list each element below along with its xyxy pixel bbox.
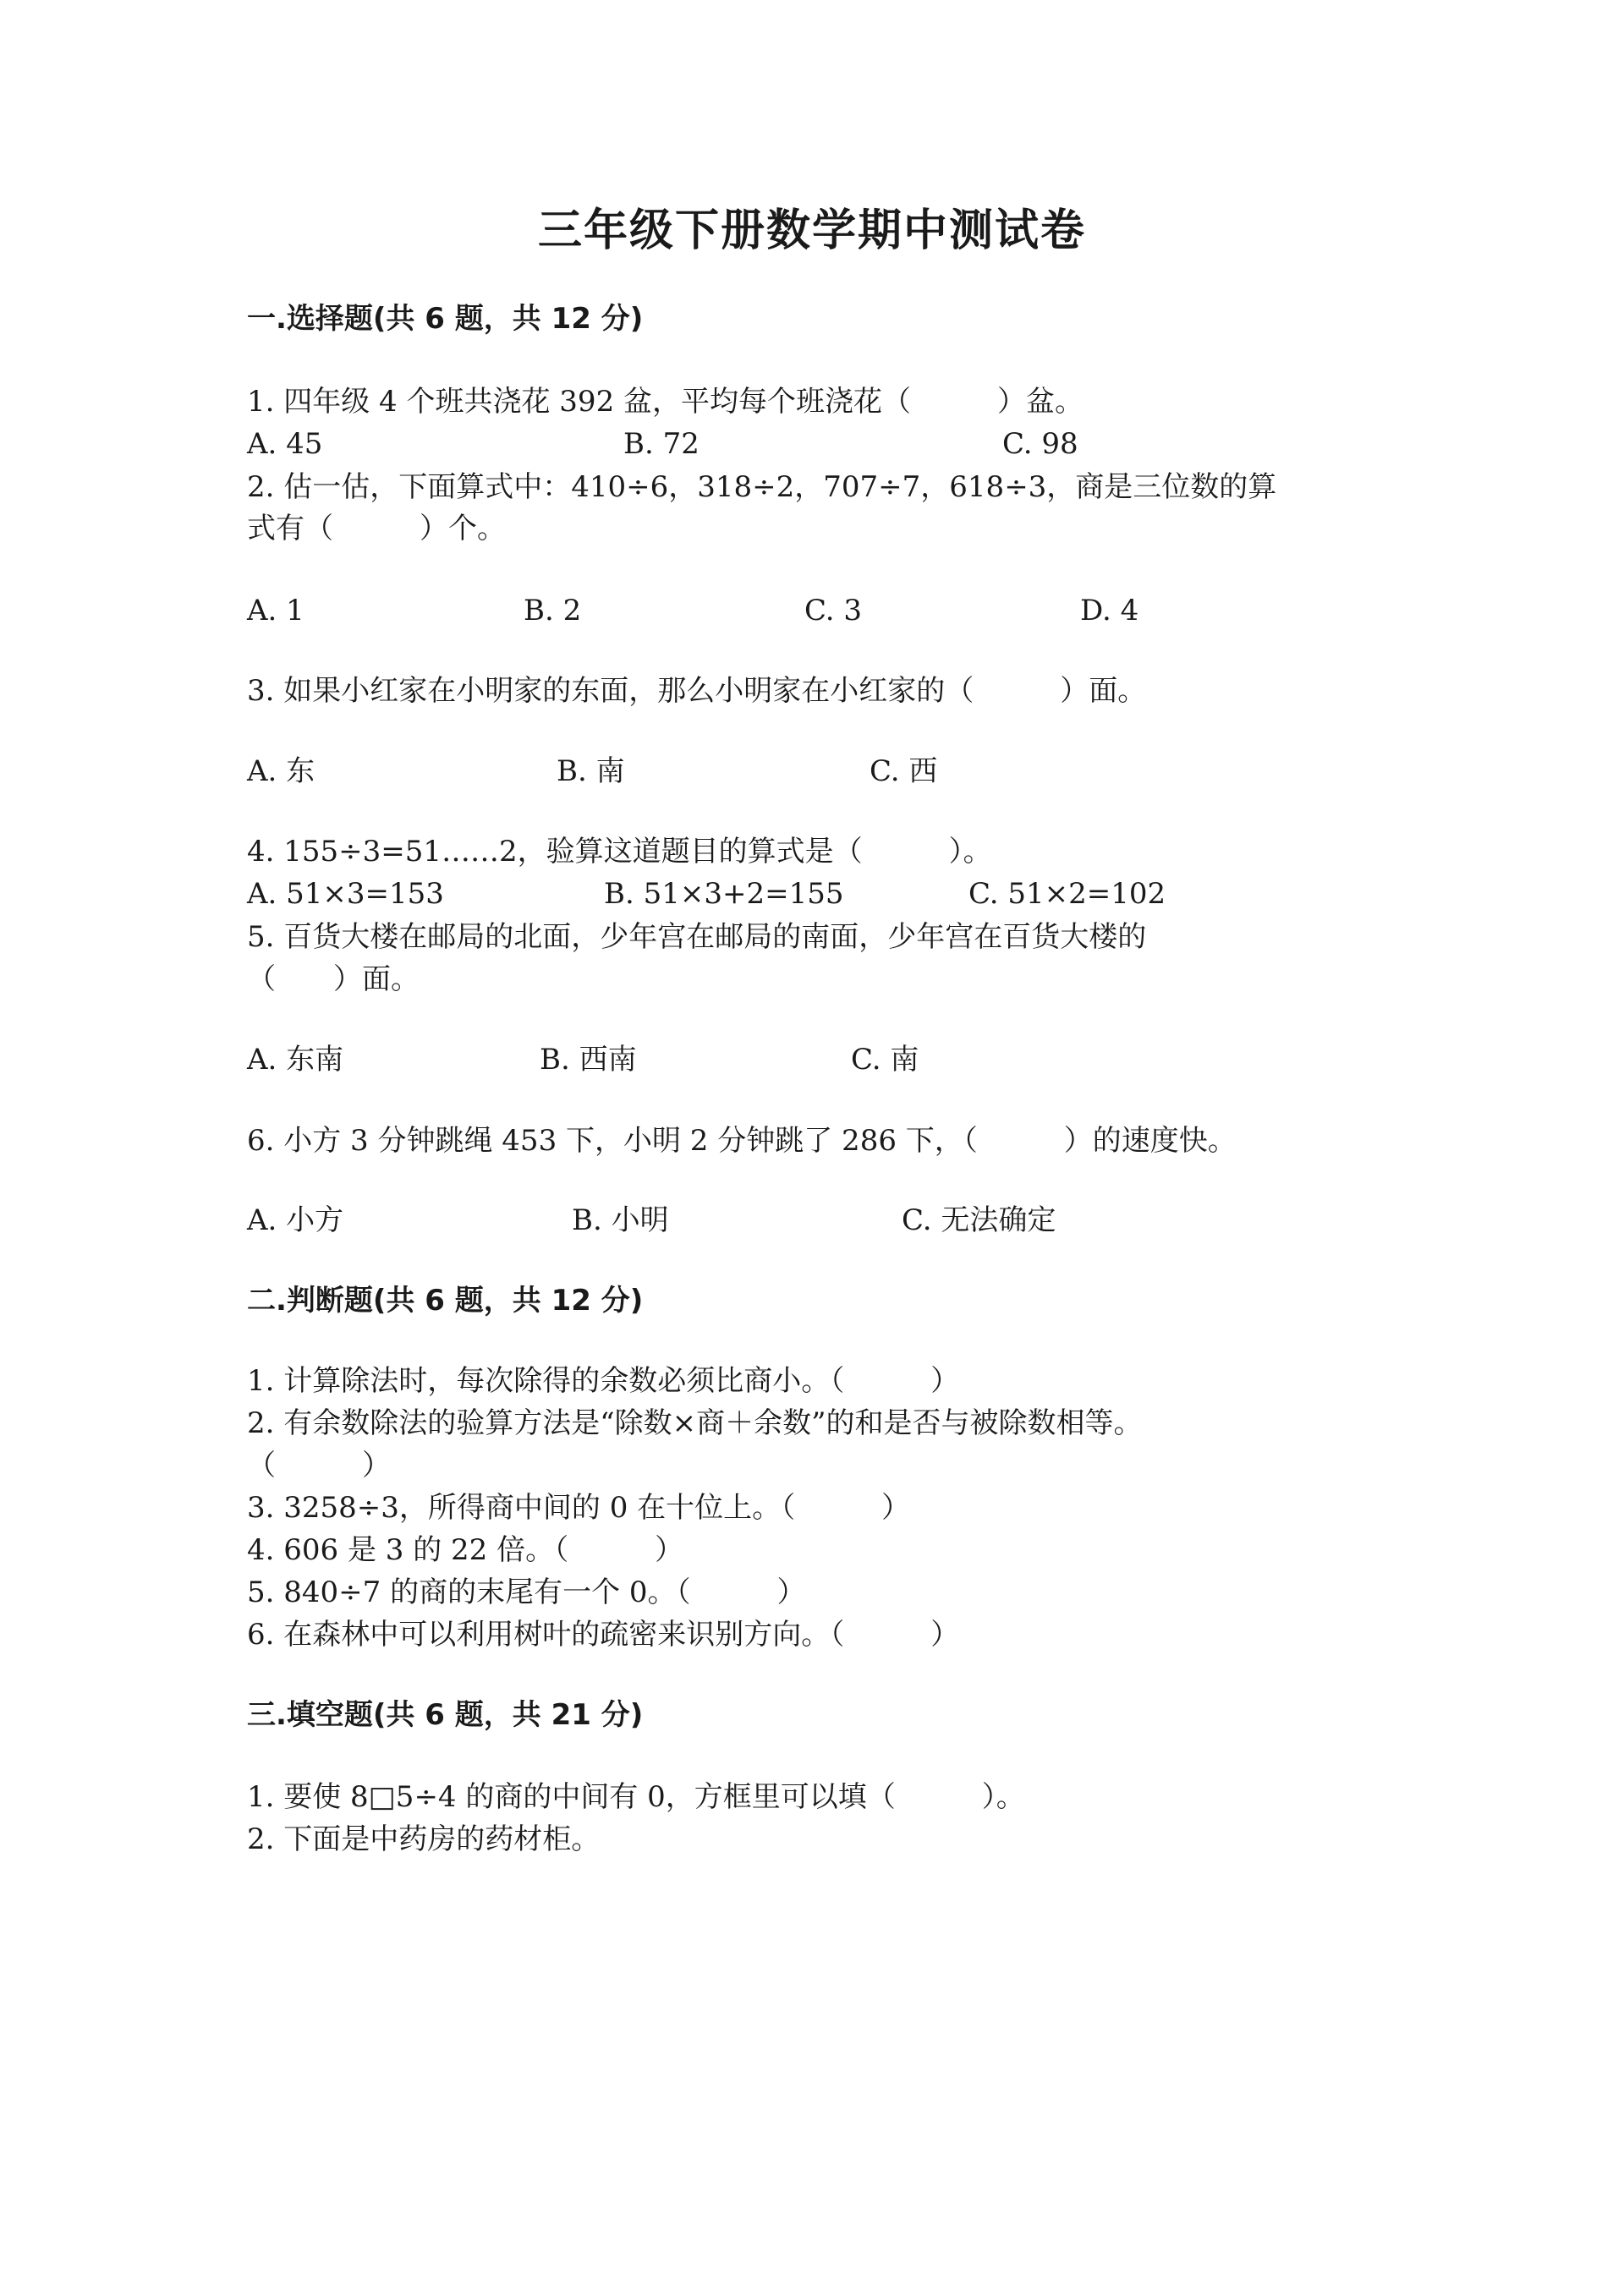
choice-q4-option-a: A. 51×3=153: [247, 877, 444, 911]
choice-q4-option-b: B. 51×3+2=155: [604, 877, 844, 911]
choice-question-6: 6. 小方 3 分钟跳绳 453 下，小明 2 分钟跳了 286 下，（ ）的速度快。: [247, 1124, 1237, 1158]
judge-question-5: 5. 840÷7 的商的末尾有一个 0。（ ）: [247, 1575, 806, 1609]
choice-q5-option-a: A. 东南: [247, 1043, 344, 1077]
choice-q2-option-a: A. 1: [247, 594, 304, 627]
choice-question-4: 4. 155÷3=51……2，验算这道题目的算式是（ ）。: [247, 835, 992, 869]
choice-q2-option-b: B. 2: [524, 594, 582, 627]
fill-question-1: 1. 要使 8□5÷4 的商的中间有 0，方框里可以填（ ）。: [247, 1780, 1025, 1814]
choice-question-5-line1: 5. 百货大楼在邮局的北面，少年宫在邮局的南面，少年宫在百货大楼的: [247, 920, 1147, 954]
choice-q2-option-d: D. 4: [1080, 594, 1139, 627]
choice-q5-option-b: B. 西南: [540, 1043, 637, 1077]
section-heading-choice: 一.选择题(共 6 题，共 12 分): [247, 302, 644, 336]
choice-q6-option-a: A. 小方: [247, 1203, 344, 1237]
choice-q2-option-c: C. 3: [804, 594, 863, 627]
section-heading-fill: 三.填空题(共 6 题，共 21 分): [247, 1698, 644, 1732]
choice-q3-option-b: B. 南: [557, 754, 625, 788]
judge-question-2-line2: （ ）: [247, 1449, 391, 1482]
choice-q3-option-c: C. 西: [870, 754, 938, 788]
judge-question-4: 4. 606 是 3 的 22 倍。（ ）: [247, 1533, 684, 1567]
choice-question-1: 1. 四年级 4 个班共浇花 392 盆，平均每个班浇花（ ）盆。: [247, 385, 1084, 419]
section-heading-judge: 二.判断题(共 6 题，共 12 分): [247, 1284, 644, 1318]
choice-q6-option-b: B. 小明: [572, 1203, 669, 1237]
choice-q6-option-c: C. 无法确定: [902, 1203, 1056, 1237]
judge-question-3: 3. 3258÷3，所得商中间的 0 在十位上。（ ）: [247, 1491, 911, 1525]
page-title: 三年级下册数学期中测试卷: [537, 205, 1086, 256]
choice-q5-option-c: C. 南: [851, 1043, 919, 1077]
choice-question-2-line1: 2. 估一估，下面算式中：410÷6，318÷2，707÷7，618÷3，商是三位数的算: [247, 470, 1277, 504]
choice-q1-option-c: C. 98: [1002, 427, 1078, 461]
choice-question-2-line2: 式有（ ）个。: [247, 512, 506, 545]
choice-q1-option-a: A. 45: [247, 427, 323, 461]
choice-q4-option-c: C. 51×2=102: [968, 877, 1166, 911]
fill-question-2: 2. 下面是中药房的药材柜。: [247, 1822, 601, 1856]
judge-question-6: 6. 在森林中可以利用树叶的疏密来识别方向。（ ）: [247, 1618, 960, 1652]
judge-question-1: 1. 计算除法时，每次除得的余数必须比商小。（ ）: [247, 1364, 960, 1398]
judge-question-2-line1: 2. 有余数除法的验算方法是“除数×商＋余数”的和是否与被除数相等。: [247, 1406, 1143, 1440]
choice-question-5-line2: （ ）面。: [247, 962, 420, 996]
choice-q1-option-b: B. 72: [623, 427, 700, 461]
choice-q3-option-a: A. 东: [247, 754, 315, 788]
choice-question-3: 3. 如果小红家在小明家的东面，那么小明家在小红家的（ ）面。: [247, 674, 1147, 708]
